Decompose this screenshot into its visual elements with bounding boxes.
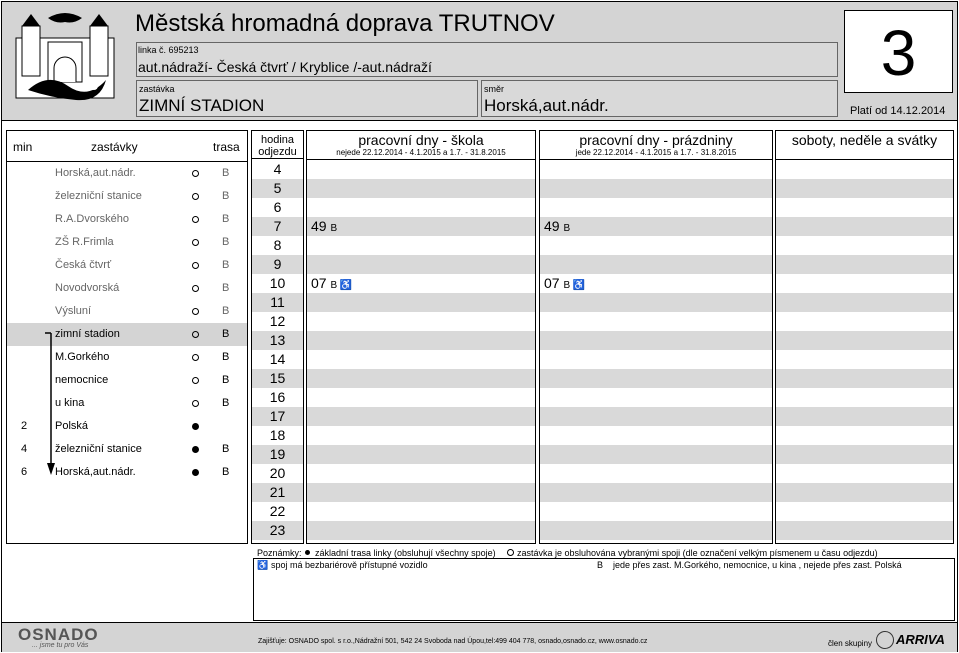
hour-row xyxy=(307,426,535,445)
stop-row xyxy=(7,162,247,185)
stop-name: Česká čtvrť xyxy=(55,259,112,271)
stop-label: zastávka xyxy=(139,84,175,94)
col-route-label: trasa xyxy=(213,140,240,154)
route-description: aut.nádraží- Česká čtvrť / Kryblice /-aut.nádraží xyxy=(138,59,432,75)
hour-row xyxy=(540,217,772,236)
member-label: člen skupiny xyxy=(828,639,873,648)
full-circle-icon xyxy=(192,469,199,476)
empty-circle-icon xyxy=(192,262,199,269)
note-selected-trips: zastávka je obsluhována vybranými spoji (dle označení velkým písmenem u času odjezdu) xyxy=(517,548,878,558)
departure-mark: B xyxy=(330,223,338,234)
hour-row xyxy=(776,255,953,274)
empty-circle-icon xyxy=(507,549,514,556)
column-header xyxy=(307,131,535,160)
hour-row xyxy=(540,312,772,331)
hour-row xyxy=(776,464,953,483)
provider-info: Zajišťuje: OSNADO spol. s r.o.,Nádražní 501, 542 24 Svoboda nad Úpou,tel:499 404 778, osnado,osnado.cz, www.osnado.cz xyxy=(258,638,648,645)
hour-cell: 23 xyxy=(252,521,303,540)
stop-row xyxy=(7,208,247,231)
departure xyxy=(544,218,570,234)
hour-row xyxy=(776,407,953,426)
wheelchair-icon: ♿ xyxy=(337,280,353,291)
hour-cell: 19 xyxy=(252,445,303,464)
hour-row xyxy=(307,483,535,502)
stop-route-mark: B xyxy=(222,190,230,202)
empty-circle-icon xyxy=(192,216,199,223)
hour-row xyxy=(776,369,953,388)
departure-minute: 49 xyxy=(544,218,560,234)
stop-route-mark: B xyxy=(222,167,230,179)
hour-row xyxy=(776,388,953,407)
stop-name: železniční stanice xyxy=(55,190,142,202)
stop-name: Polská xyxy=(55,420,89,432)
stop-route-mark: B xyxy=(222,236,230,248)
hour-cell: 9 xyxy=(252,255,303,274)
hour-row xyxy=(540,160,772,179)
stop-minutes: 4 xyxy=(21,443,28,455)
hour-cell: 15 xyxy=(252,369,303,388)
empty-circle-icon xyxy=(192,400,199,407)
empty-circle-icon xyxy=(192,377,199,384)
hour-cell: 18 xyxy=(269,427,286,443)
osnado-slogan: ... jsme tu pro Vás xyxy=(32,642,89,649)
stop-name: R.A.Dvorského xyxy=(55,213,129,225)
city-coat-of-arms-icon xyxy=(8,8,122,114)
hour-row xyxy=(776,483,953,502)
hour-cell: 8 xyxy=(273,237,282,253)
direction-box xyxy=(481,80,838,117)
hour-cell: 11 xyxy=(252,293,303,312)
empty-circle-icon xyxy=(192,239,199,246)
wheelchair-icon: ♿ xyxy=(257,560,269,570)
full-circle-icon xyxy=(305,550,310,555)
hour-row xyxy=(776,350,953,369)
hour-cell: 13 xyxy=(252,331,303,350)
hour-row xyxy=(540,407,772,426)
hour-row xyxy=(776,217,953,236)
departure-minute: 07 xyxy=(544,275,560,291)
hour-row xyxy=(307,502,535,521)
departure-minute: 07 xyxy=(311,275,327,291)
stop-row xyxy=(7,254,247,277)
stop-minutes: 6 xyxy=(21,466,28,478)
departure xyxy=(311,275,352,291)
hour-row xyxy=(540,293,772,312)
column-subtitle: nejede 22.12.2014 - 4.1.2015 a 1.7. - 31.8.2015 xyxy=(336,148,506,157)
line-number: 3 xyxy=(844,10,953,93)
hour-row xyxy=(307,445,535,464)
note-b-mark: B xyxy=(597,560,604,570)
full-circle-icon xyxy=(192,446,199,453)
stop-name: zimní stadion xyxy=(55,328,120,340)
hour-cell: 14 xyxy=(269,351,286,367)
hour-row xyxy=(307,236,535,255)
direction-name: Horská,aut.nádr. xyxy=(484,96,609,115)
hour-row xyxy=(307,312,535,331)
empty-circle-icon xyxy=(192,170,199,177)
stop-route-mark: B xyxy=(222,305,230,317)
departure-mark: B xyxy=(563,280,571,291)
column-workdays-holidays xyxy=(539,130,773,544)
empty-circle-icon xyxy=(192,193,199,200)
hour-row xyxy=(307,464,535,483)
valid-from: Platí od 14.12.2014 xyxy=(850,105,946,117)
hour-cell: 7 xyxy=(252,217,303,236)
osnado-logo: OSNADO xyxy=(18,625,99,644)
hour-row xyxy=(540,483,772,502)
hour-row xyxy=(776,179,953,198)
column-title: pracovní dny - prázdniny xyxy=(579,132,733,148)
stops-panel-header xyxy=(7,131,247,162)
departure xyxy=(544,275,585,291)
notes-label: Poznámky: xyxy=(257,548,302,558)
hour-row xyxy=(776,312,953,331)
stop-name: Novodvorská xyxy=(55,282,120,294)
stop-route-mark: B xyxy=(222,213,230,225)
empty-circle-icon xyxy=(192,308,199,315)
hour-cell: 10 xyxy=(269,275,286,291)
hour-row xyxy=(776,198,953,217)
header xyxy=(2,2,957,121)
stop-route-mark: B xyxy=(222,259,230,271)
column-title: pracovní dny - škola xyxy=(358,132,484,148)
hour-row xyxy=(540,198,772,217)
hour-row xyxy=(307,179,535,198)
hour-row xyxy=(307,255,535,274)
departure xyxy=(311,218,337,234)
hour-row xyxy=(540,369,772,388)
stop-name: ZIMNÍ STADION xyxy=(139,96,265,115)
direction-label: směr xyxy=(484,84,504,94)
stop-name: nemocnice xyxy=(55,374,109,386)
hours-header: hodina odjezdu xyxy=(252,131,303,159)
note-basic-route: základní trasa linky (obsluhují všechny spoje) xyxy=(315,548,496,558)
full-circle-icon xyxy=(192,423,199,430)
stop-row xyxy=(7,300,247,323)
note-barrier-free: spoj má bezbariérově přístupné vozidlo xyxy=(271,560,428,570)
hour-row xyxy=(776,445,953,464)
hour-row xyxy=(307,521,535,540)
departure-mark: B xyxy=(563,223,571,234)
hour-row xyxy=(307,217,535,236)
hour-cell: 20 xyxy=(269,465,286,481)
empty-circle-icon xyxy=(192,354,199,361)
hour-cell: 21 xyxy=(252,483,303,502)
stop-minutes: 2 xyxy=(21,420,28,432)
note-b-route: jede přes zast. M.Gorkého, nemocnice, u kina , nejede přes zast. Polská xyxy=(613,560,902,570)
wheelchair-icon: ♿ xyxy=(570,280,586,291)
stop-route-mark: B xyxy=(222,282,230,294)
arriva-logo-icon xyxy=(876,631,894,649)
hour-row xyxy=(307,198,535,217)
hour-row xyxy=(307,331,535,350)
hour-row xyxy=(776,331,953,350)
hour-row xyxy=(776,236,953,255)
stop-box xyxy=(136,80,478,117)
hour-cell: 16 xyxy=(269,389,286,405)
hour-cell: 5 xyxy=(252,179,303,198)
hour-row xyxy=(540,331,772,350)
col-stops-label: zastávky xyxy=(91,140,138,154)
column-header xyxy=(776,131,953,160)
departure-minute: 49 xyxy=(311,218,327,234)
hours-column xyxy=(251,130,304,544)
hour-row xyxy=(307,407,535,426)
hour-row xyxy=(540,464,772,483)
stop-row xyxy=(7,277,247,300)
hour-row xyxy=(540,255,772,274)
stop-route-mark: B xyxy=(222,374,230,386)
hour-row xyxy=(540,502,772,521)
notes xyxy=(251,546,953,620)
stop-name: M.Gorkého xyxy=(55,351,110,363)
hour-row xyxy=(307,369,535,388)
stop-row xyxy=(7,185,247,208)
line-number-label: linka č. 695213 xyxy=(138,45,199,55)
hour-row xyxy=(540,236,772,255)
stop-name: Výsluní xyxy=(55,305,92,317)
col-min-label: min xyxy=(13,140,33,154)
stop-route-mark: B xyxy=(222,351,230,363)
hour-row xyxy=(540,521,772,540)
page-title: Městská hromadná doprava TRUTNOV xyxy=(135,10,555,37)
hour-row xyxy=(540,350,772,369)
hour-cell: 22 xyxy=(269,503,286,519)
arriva-logo: ARRIVA xyxy=(896,632,945,647)
hour-row xyxy=(776,426,953,445)
column-workdays-school xyxy=(306,130,536,544)
hour-row xyxy=(776,293,953,312)
stop-name: u kina xyxy=(55,397,85,409)
stop-row xyxy=(7,231,247,254)
stops-panel xyxy=(6,130,248,544)
hour-row xyxy=(540,445,772,464)
hour-row xyxy=(307,388,535,407)
empty-circle-icon xyxy=(192,285,199,292)
column-subtitle: jede 22.12.2014 - 4.1.2015 a 1.7. - 31.8.2015 xyxy=(575,148,737,157)
timetable-sheet xyxy=(1,1,958,652)
column-title: soboty, neděle a svátky xyxy=(791,132,938,148)
hour-row xyxy=(776,274,953,293)
hour-row xyxy=(540,179,772,198)
stop-route-mark: B xyxy=(222,397,230,409)
stop-route-mark: B xyxy=(222,328,230,340)
departure-mark: B xyxy=(330,280,338,291)
footer xyxy=(2,622,957,652)
hour-row xyxy=(307,293,535,312)
hour-row xyxy=(540,388,772,407)
hour-row xyxy=(776,502,953,521)
hour-row xyxy=(776,160,953,179)
hour-cell: 4 xyxy=(273,161,282,177)
direction-arrow-icon xyxy=(37,329,57,479)
hour-row xyxy=(776,521,953,540)
hour-cell: 6 xyxy=(273,199,282,215)
stop-name: železniční stanice xyxy=(55,443,142,455)
hour-row xyxy=(307,350,535,369)
hour-cell: 12 xyxy=(269,313,286,329)
hour-cell: 17 xyxy=(252,407,303,426)
empty-circle-icon xyxy=(192,331,199,338)
stop-name: Horská,aut.nádr. xyxy=(55,167,136,179)
hour-row xyxy=(540,426,772,445)
stop-route-mark: B xyxy=(222,466,230,478)
stop-name: ZŠ R.Frimla xyxy=(55,236,114,248)
stop-route-mark: B xyxy=(222,443,230,455)
stop-name: Horská,aut.nádr. xyxy=(55,466,136,478)
hour-row xyxy=(307,160,535,179)
column-weekends xyxy=(775,130,954,544)
column-header xyxy=(540,131,772,160)
